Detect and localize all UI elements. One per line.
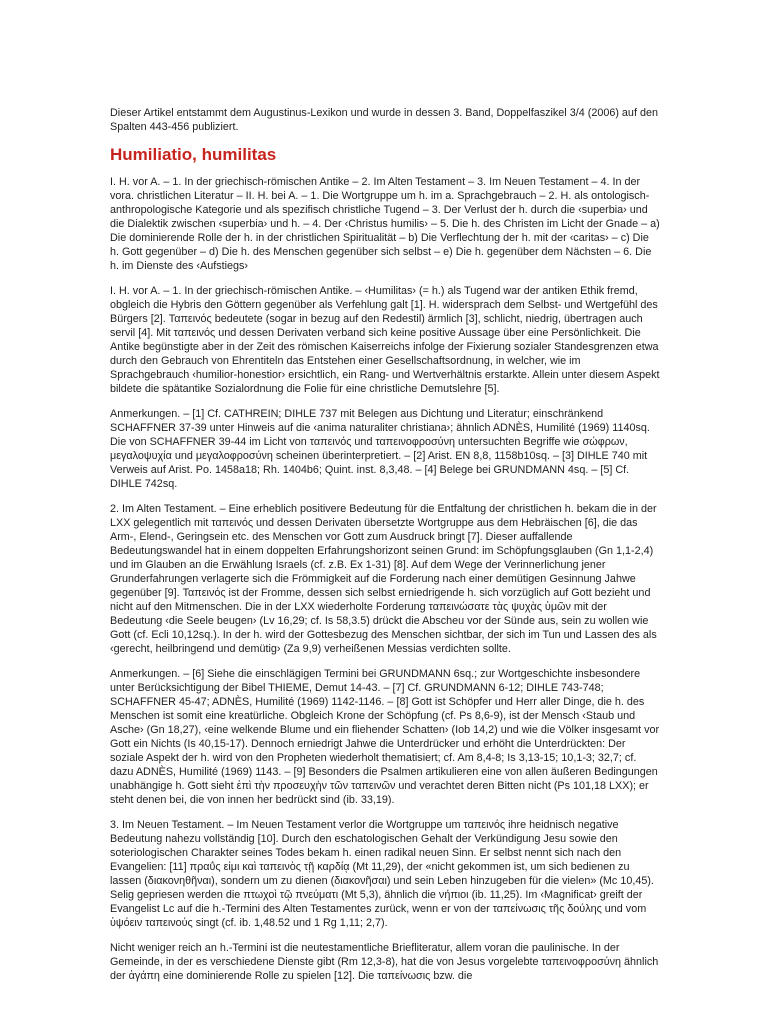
table-of-contents: I. H. vor A. – 1. In der griechisch-römischen Antike – 2. Im Alten Testament – 3. Im Neuen Testament – 4. In der vora. christlichen Literatur – II. H. bei A. – 1. Die Wortgruppe um h. im a. Sprachgebrauch – 2. H. als ontologisch-anthropologische Kategorie und als spezifisch christliche Tugend – 3. Der Verlust der h. durch die ‹superbia› und die Dialektik zwischen ‹superbia› und h. – 4. Der ‹Christus humilis› – 5. Die h. des Christen im Licht der Gnade – a) Die dominierende Rolle der h. in der christlichen Spiritualität – b) Die Verflechtung der h. mit der ‹caritas› – c) Die h. Gott gegenüber – d) Die h. des Menschen gegenüber sich selbst – e) Die h. gegenüber dem Nächsten – 6. Die h. im Dienste des ‹Aufstiegs› xyxy=(110,176,660,272)
document-page xyxy=(110,106,660,994)
section-old-testament: 2. Im Alten Testament. – Eine erheblich positivere Bedeutung für die Entfaltung der christlichen h. bekam die in der LXX gelegentlich mit ταπεινός und dessen Derivaten übersetzte Wortgruppe aus dem Hebräischen [6], die das Arm-, Elend-, Geringsein etc. des Menschen vor Gott zum Ausdruck bringt [7]. Dieser auffallende Bedeutungswandel hat in einem doppelten Erfahrungshorizont seinen Grund: im Schöpfungsglauben (Gn 1,1-2,4) und im Glauben an die Erwählung Israels (cf. z.B. Ex 1-31) [8]. Auf dem Wege der Verinnerlichung jener Grunderfahrungen verlagerte sich die Frömmigkeit auf die Forderung nach einer demütigen Gesinnung Jahwe gegenüber [9]. Ταπεινός ist der Fromme, dessen sich selbst erniedrigende h. sich vorzüglich auf Gott bezieht und nicht auf den Mitmenschen. Die in der LXX wiederholte Forderung ταπεινώσατε τὰς ψυχὰς ὑμῶν mit der Bedeutung ‹die Seele beugen› (Lv 16,29; cf. Is 58,3.5) drückt die Abscheu vor der Sünde aus, sein zu wollen wie Gott (cf. Ecli 10,12sq.). In der h. wird der Gottesbezug des Menschen sichtbar, der sich im Tun und Lassen des als ‹gerecht, heilbringend und demütig› (Za 9,9) verheißenen Messias verdichten sollte. xyxy=(110,503,657,655)
intro-note: Dieser Artikel entstammt dem Augustinus-Lexikon und wurde in dessen 3. Band, Doppelfaszikel 3/4 (2006) auf den Spalten 443-456 publiziert. xyxy=(110,107,658,133)
section-greco-roman: I. H. vor A. – 1. In der griechisch-römischen Antike. – ‹Humilitas› (= h.) als Tugend war der antiken Ethik fremd, obgleich die Hybris den Göttern gegenüber als Verfehlung galt [1]. H. widersprach dem Selbst- und Wertgefühl des Bürgers [2]. Ταπεινός bedeutete (sogar in bezug auf den Redestil) ärmlich [3], schlicht, niedrig, übertragen auch servil [4]. Mit ταπεινός und dessen Derivaten verband sich keine positive Aussage über eine Persönlichkeit. Die Antike begünstigte aber in der Zeit des römischen Kaiserreichs infolge der Fixierung sozialer Standesgrenzen etwa durch den Gebrauch von Ehrentiteln das Entstehen einer Gesellschaftsordnung, in welcher, wie im Sprachgebrauch ‹humilior-honestior› ersichtlich, ein Rang- und Wertverhältnis erstarkte. Allein unter diesem Aspekt bildete die spätantike Sozialordnung die Folie für eine christliche Demutslehre [5]. xyxy=(110,285,660,395)
notes-old-testament: Anmerkungen. – [6] Siehe die einschlägigen Termini bei GRUNDMANN 6sq.; zur Wortgeschichte insbesondere unter Berücksichtigung der Bibel THIEME, Demut 14-43. – [7] Cf. GRUNDMANN 6-12; DIHLE 743-748; SCHAFFNER 45-47; ADNÈS, Humilité (1969) 1142-1146. – [8] Gott ist Schöpfer und Herr aller Dinge, die h. des Menschen ist somit eine kreatürliche. Obgleich Krone der Schöpfung (cf. Ps 8,6-9), ist der Mensch ‹Staub und Asche› (Gn 18,27), ‹eine welkende Blume und ein fliehender Schatten› (Iob 14,2) und wie die Völker insgesamt vor Gott ein Nichts (Is 40,15-17). Dennoch erniedrigt Jahwe die Unterdrücker und erhöht die Unterdrückten: Der soziale Aspekt der h. wird von den Propheten wiederholt thematisiert; cf. Am 8,4-8; Is 3,13-15; 10,1-3; 32,7; cf. dazu ADNÈS, Humilité (1969) 1143. – [9] Besonders die Psalmen artikulieren eine von allen äußeren Bedingungen unabhängige h. Gott sieht ἐπὶ τὴν προσευχὴν τῶν ταπεινῶν und verachtet deren Bitten nicht (Ps 101,18 LXX); er steht denen bei, die von innen her bedrückt sind (ib. 33,19). xyxy=(110,668,660,806)
article-title: Humiliatio, humilitas xyxy=(110,145,277,164)
section-new-testament: 3. Im Neuen Testament. – Im Neuen Testament verlor die Wortgruppe um ταπεινός ihre heidnisch negative Bedeutung nahezu vollständig [10]. Durch den eschatologischen Gehalt der Verkündigung Jesu sowie den soteriologischen Charakter seines Todes bekam h. einen radikal neuen Sinn. Er selbst nennt sich nach den Evangelien: [11] πραΰς εἰμι καὶ ταπεινὸς τῇ καρδίᾳ (Mt 11,29), der «nicht gekommen ist, um sich bedienen zu lassen (διακονηθῆναι), sondern um zu dienen (διακονῆσαι) und sein Leben hinzugeben für die vielen» (Mc 10,45). Selig gepriesen werden die πτωχοὶ τῷ πνεύματι (Mt 5,3), ähnlich die νήπιοι (ib. 11,25). Im ‹Magnificat› greift der Evangelist Lc auf die h.-Termini des Alten Testamentes zurück, wenn er von der ταπείνωσις τῆς δούλης und vom ὑψόειν ταπεινούς singt (cf. ib. 1,48.52 und 1 Rg 1,11; 2,7). xyxy=(110,819,654,929)
section-new-testament-letters: Nicht weniger reich an h.-Termini ist die neutestamentliche Briefliteratur, allem voran die paulinische. In der Gemeinde, in der es verschiedene Dienste gibt (Rm 12,3-8), hat die von Jesus vorgelebte ταπεινοφροσύνη ähnlich der ἀγάπη eine dominierende Rolle zu spielen [12]. Die ταπείνωσις bzw. die xyxy=(110,942,659,982)
notes-greco-roman: Anmerkungen. – [1] Cf. CATHREIN; DIHLE 737 mit Belegen aus Dichtung und Literatur; einschränkend SCHAFFNER 37-39 unter Hinweis auf die ‹anima naturaliter christiana›; ähnlich ADNÈS, Humilité (1969) 1140sq. Die von SCHAFFNER 39-44 im Licht von ταπεινός und ταπεινοφροσύνη untersuchten Begriffe wie σώφρων, μεγαλοψυχία und μεγαλοφροσύνη scheinen überinterpretiert. – [2] Arist. EN 8,8, 1158b10sq. – [3] DIHLE 740 mit Verweis auf Arist. Po. 1458a18; Rh. 1404b6; Quint. inst. 8,3,48. – [4] Belege bei GRUNDMANN 4sq. – [5] Cf. DIHLE 742sq. xyxy=(110,408,650,490)
